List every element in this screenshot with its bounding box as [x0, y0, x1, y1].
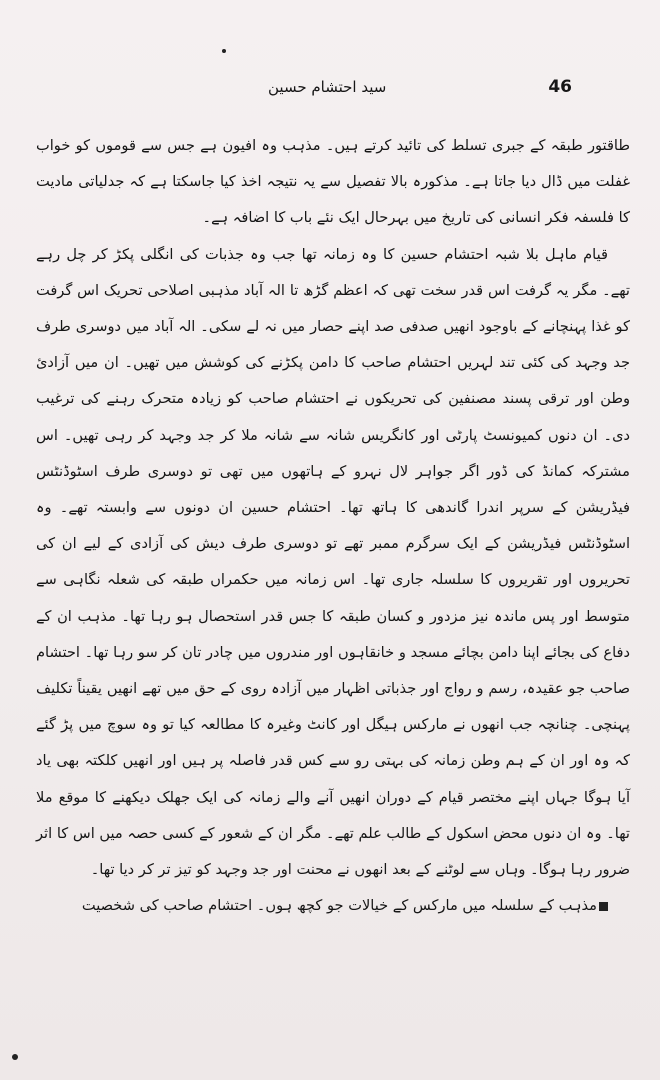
- paragraph-1: طاقتور طبقہ کے جبری تسلط کی تائید کرتے ہیں۔ مذہب وہ افیون ہے جس سے قوموں کو خواب غفلت میں ڈال دیا جاتا ہے۔ مذکورہ بالا تفصیل سے یہ نتیجہ اخذ کیا جاسکتا ہے کہ جدلیاتی مادیت کا فلسفہ فکر انسانی کی تاریخ میں بہرحال ایک نئے باب کا اضافہ ہے۔: [36, 137, 630, 227]
- print-speck: [222, 49, 226, 53]
- bullet-icon: [599, 902, 608, 911]
- paragraph-3: [36, 888, 630, 924]
- page-number: 46: [548, 77, 572, 97]
- paragraph-3-text: مذہب کے سلسلہ میں مارکس کے خیالات جو کچھ ہوں۔ احتشام صاحب کی شخصیت: [81, 897, 597, 915]
- paragraph-2: قیام ماہل بلا شبہ احتشام حسین کا وہ زمانہ تھا جب وہ جذبات کی انگلی پکڑ کر چل رہے تھے۔ مگر یہ گرفت اس قدر سخت تھی کہ اعظم گڑھ تا الہ آباد مذہبی اصلاحی تحریک اس گرفت کو غذا پہنچانے کے باوجود انھیں صدفی صد اپنے حصار میں نہ لے سکی۔ الہ آباد میں دوسری طرف جد وجہد کی کئی تند لہریں احتشام صاحب کا دامن پکڑنے کی کوشش میں تھیں۔ ان میں آزادئ وطن اور ترقی پسند مصنفین کی تحریکوں نے احتشام صاحب کو زیادہ متحرک رہنے کی ترغیب دی۔ ان دنوں کمیونسٹ پارٹی اور کانگریس شانہ سے شانہ ملا کر جد وجہد کر رہی تھیں۔ اس مشترکہ کمانڈ کی ڈور اگر جواہر لال نہرو کے ہاتھوں میں تھی تو دوسری طرف اسٹوڈنٹس فیڈریشن کے سرپر اندرا گاندھی کا ہاتھ تھا۔ احتشام حسین ان دونوں سے وابستہ تھے۔ وہ اسٹوڈنٹس فیڈریشن کے ایک سرگرم ممبر تھے تو دوسری طرف دیش کی آزادی کے لیے ان کی تحریروں اور تقریروں کا سلسلہ جاری تھا۔ اس زمانہ میں حکمراں طبقہ کی شعلہ نگاہی سے متوسط اور پس ماندہ نیز مزدور و کسان طبقہ کا جس قدر استحصال ہو رہا تھا۔ مذہب ان کے دفاع کی بجائے اپنا دامن بچائے مسجد و خانقاہوں اور مندروں میں چادر تان کر سو رہا تھا۔ احتشام صاحب جو عقیدہ، رسم و رواج اور جذباتی اظہار میں آزادہ روی کے حق میں تھے انھیں یقیناً تکلیف پہنچی۔ چنانچہ جب انھوں نے مارکس ہیگل اور کانٹ وغیرہ کا مطالعہ کیا تو وہ سوچ میں پڑ گئے کہ وہ اور ان کے ہم وطن زمانہ کی بہتی رو سے کس قدر فاصلہ پر ہیں اور انھیں کلکتہ بھی یاد آیا ہوگا جہاں اپنے مختصر قیام کے دوران انھیں آنے والے زمانہ کی ایک جھلک دیکھنے کا موقع ملا تھا۔ وہ ان دنوں محض اسکول کے طالب علم تھے۔ مگر ان کے شعور کے کسی حصہ میں اس کا اثر ضرور رہا ہوگا۔ وہاں سے لوٹنے کے بعد انھوں نے محنت اور جد وجہد کو تیز تر کر دیا تھا۔: [36, 245, 630, 879]
- page-header: [30, 72, 570, 102]
- body-text: [36, 128, 630, 924]
- margin-speck: [12, 1054, 18, 1060]
- running-title: سید احتشام حسین: [268, 78, 387, 96]
